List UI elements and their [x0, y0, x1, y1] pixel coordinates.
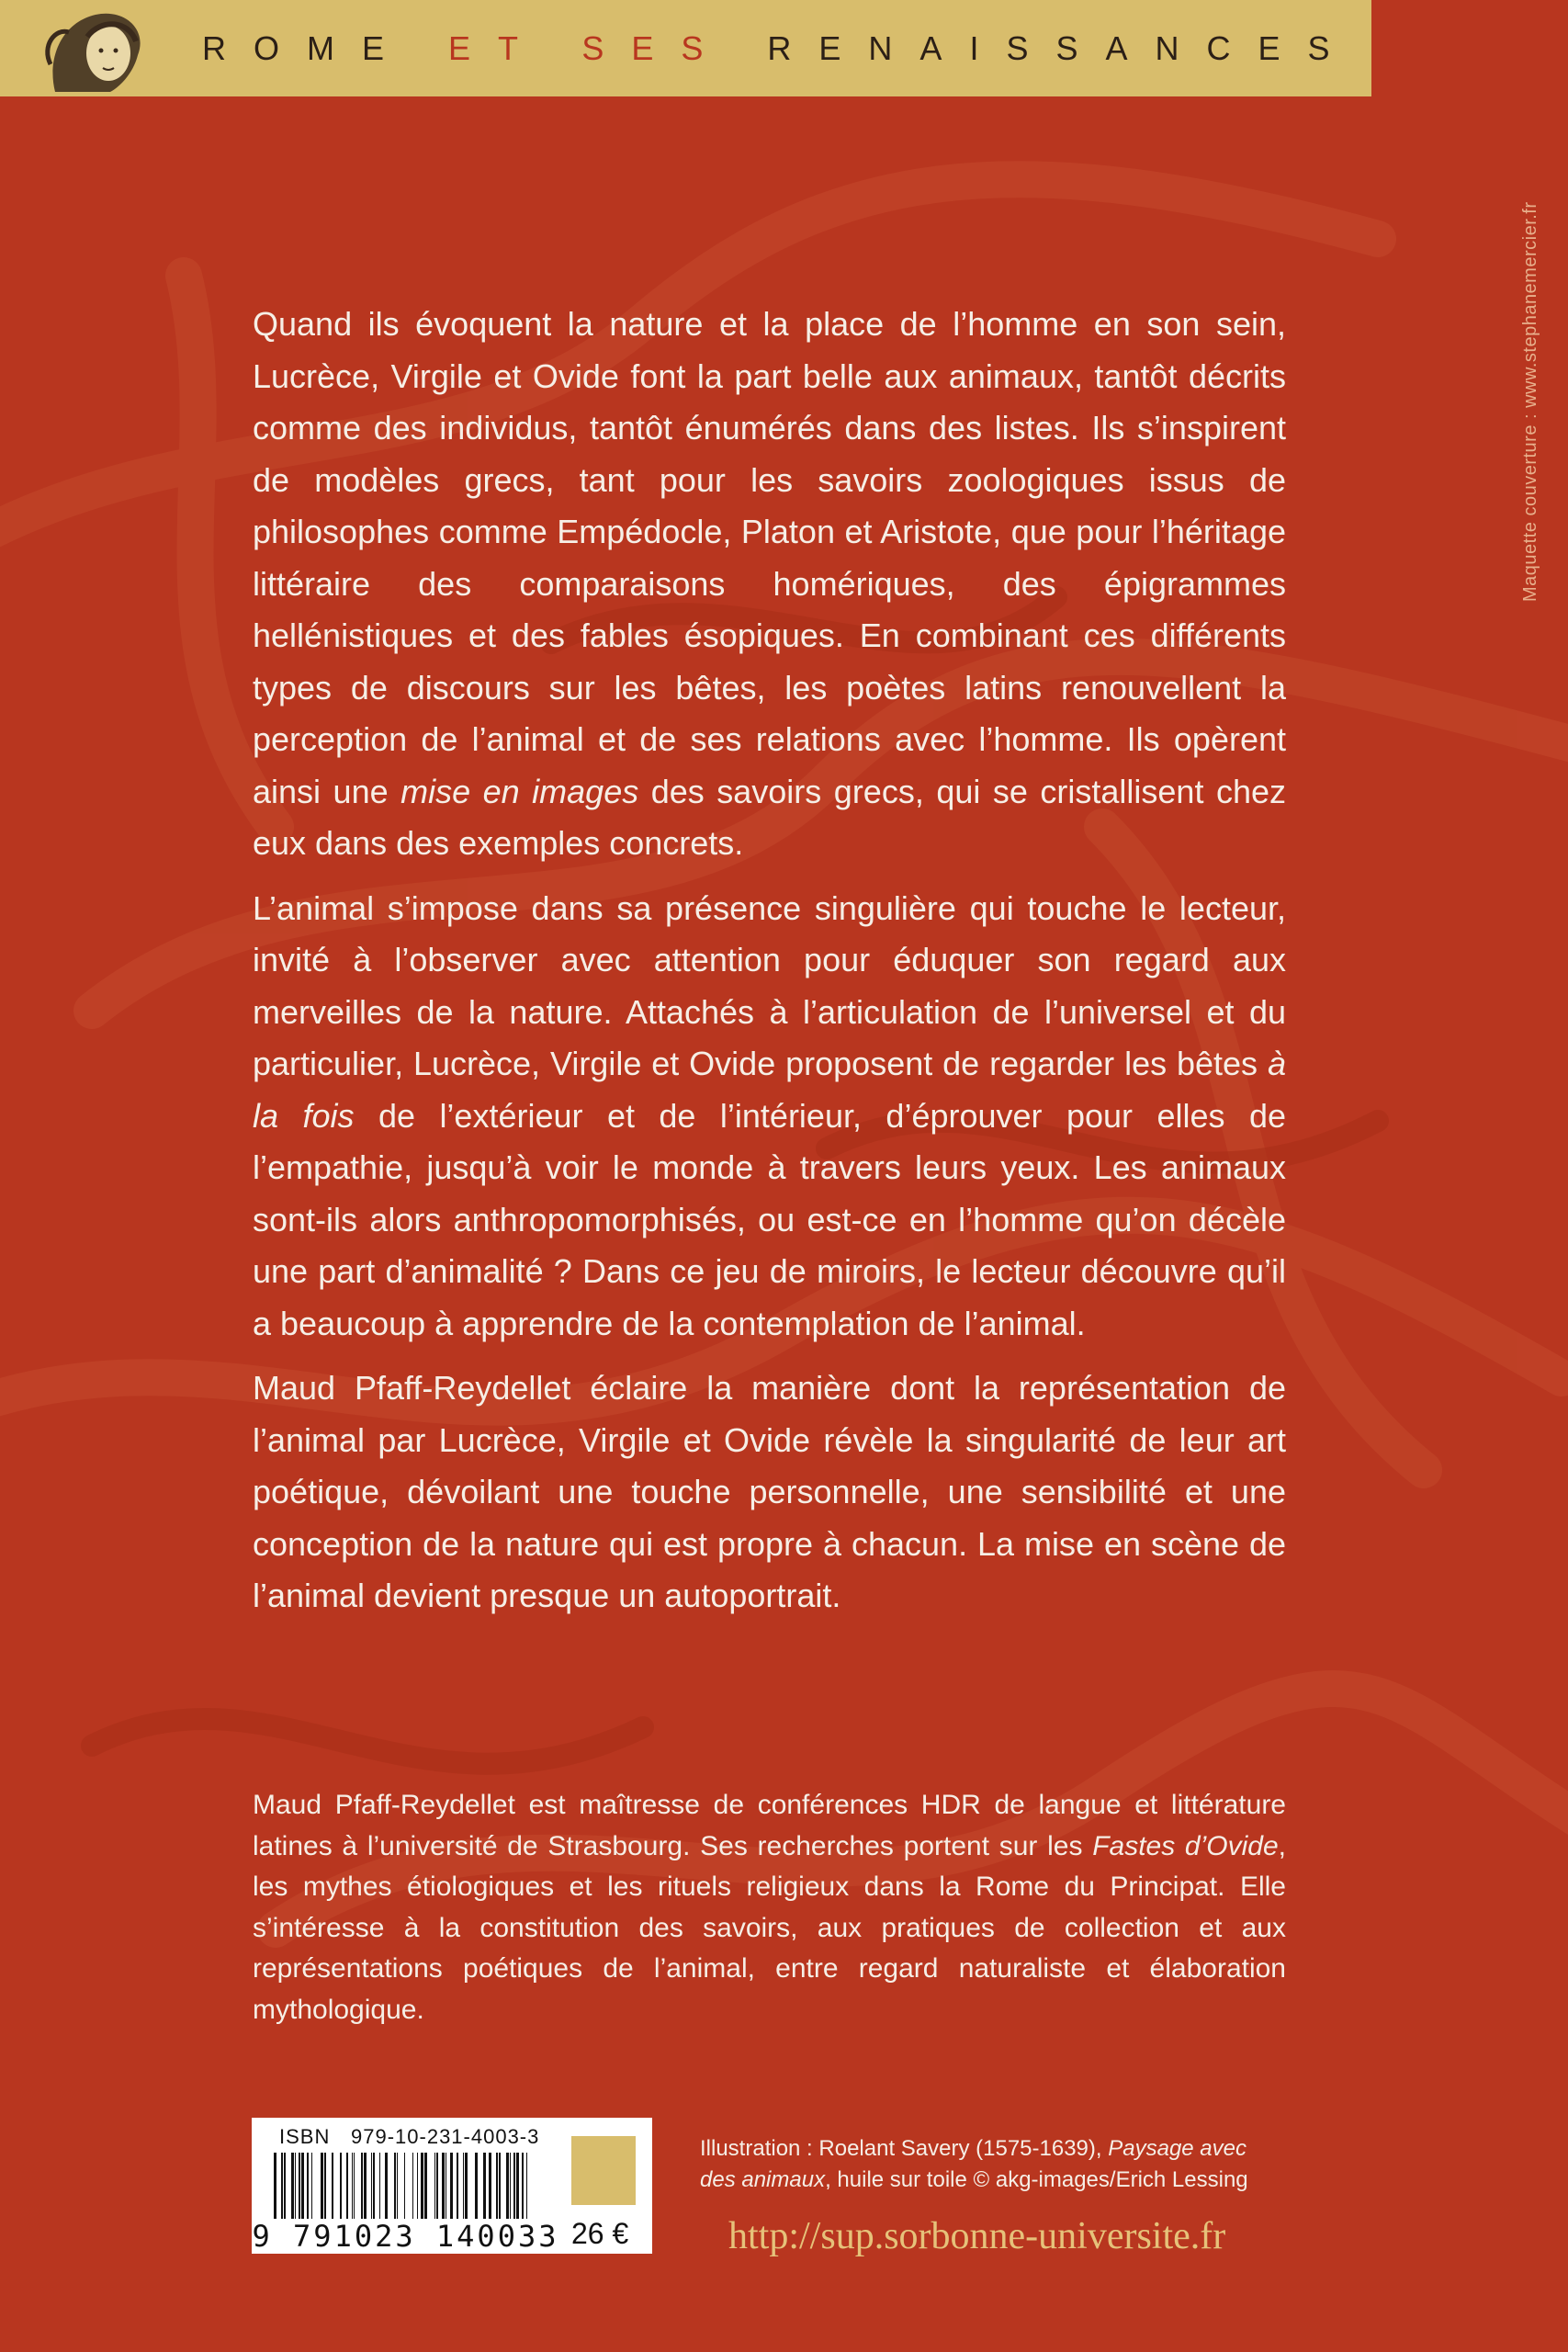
barcode-bar	[465, 2153, 468, 2219]
barcode-bar	[364, 2153, 367, 2219]
barcode-bar	[324, 2153, 326, 2219]
barcode-bar	[421, 2153, 423, 2219]
barcode-bar	[299, 2153, 300, 2219]
isbn-label: ISBN	[279, 2125, 331, 2148]
barcode-bar	[463, 2153, 464, 2219]
barcode-bar	[496, 2153, 498, 2219]
barcode-bar	[346, 2153, 348, 2219]
blurb-paragraph-1: Quand ils évoquent la nature et la place de l’homme en son sein, Lucrèce, Virgile et Ovide font la part belle aux animaux, tantôt décrits comme des individus, tantôt énumérés dans des listes. Ils s’inspirent de modèles grecs, tant pour les savoirs zoologiques issus de philosophes comme Empédocle, Platon et Aristote, que pour l’héritage littéraire des comparaisons homériques, des épigrammes hellénistiques et des fables ésopiques. En combinant ces différents types de discours sur les bêtes, les poètes latins renouvellent la perception de l’animal et de ses relations avec l’homme. Ils opèrent ainsi une mise en images des savoirs grecs, qui se cristallisent chez eux dans des exemples concrets.	[253, 305, 1286, 862]
book-blurb	[253, 299, 1286, 1635]
barcode-bar	[340, 2153, 342, 2219]
barcode-bar	[404, 2153, 405, 2219]
barcode-bar	[397, 2153, 398, 2219]
publisher-url[interactable]: http://sup.sorbonne-universite.fr	[728, 2215, 1226, 2257]
barcode-bars	[270, 2153, 546, 2219]
isbn-number: 979-10-231-4003-3	[351, 2125, 540, 2148]
isbn-barcode-box	[252, 2118, 652, 2254]
barcode-bar	[307, 2153, 309, 2219]
barcode-bar	[442, 2153, 445, 2219]
barcode-bar	[274, 2153, 276, 2219]
barcode-bar	[450, 2153, 453, 2219]
barcode-bar	[526, 2153, 527, 2219]
barcode-bar	[295, 2153, 296, 2219]
blurb-paragraph-2: L’animal s’impose dans sa présence singulière qui touche le lecteur, invité à l’observer avec attention pour éduquer son regard aux merveilles de la nature. Attachés à l’articulation de l’universel et du particulier, Lucrèce, Virgile et Ovide proposent de regarder les bêtes à la fois de l’extérieur et de l’intérieur, d’éprouver pour elles de l’empathie, jusqu’à voir le monde à travers leurs yeux. Les animaux sont-ils alors anthropomorphisés, ou est-ce en l’homme qu’on décèle une part d’animalité ? Dans ce jeu de miroirs, le lecteur découvre qu’il a beaucoup à apprendre de la contemplation de l’animal.	[253, 888, 1287, 1342]
barcode-bar	[373, 2153, 375, 2219]
barcode-bar	[371, 2153, 372, 2219]
barcode-bar	[516, 2153, 519, 2219]
barcode-bar	[499, 2153, 501, 2219]
barcode-bar	[506, 2153, 509, 2219]
barcode-bar	[379, 2153, 380, 2219]
barcode-bar	[457, 2153, 458, 2219]
series-title	[202, 26, 1358, 72]
barcode-bar	[352, 2153, 353, 2219]
barcode-digits: 9 791023 140033	[252, 2219, 559, 2254]
barcode-bar	[332, 2153, 333, 2219]
barcode-bar	[412, 2153, 413, 2219]
series-word-renaissances: RENAISSANCES	[767, 29, 1358, 67]
illustration-credit: Illustration : Roelant Savery (1575-1639), Paysage avec des animaux, huile sur toile © akg-images/Erich Lessing	[700, 2136, 1248, 2192]
barcode-bar	[321, 2153, 323, 2219]
barcode-bar	[354, 2153, 355, 2219]
barcode-bar	[475, 2153, 478, 2219]
barcode-bar	[436, 2153, 438, 2219]
price-label: 26 €	[571, 2217, 629, 2250]
barcode-bar	[522, 2153, 524, 2219]
blurb-paragraph-3: Maud Pfaff-Reydellet éclaire la manière dont la représentation de l’animal par Lucrèce, Virgile et Ovide révèle la singularité de leur art poétique, dévoilant une touche personnelle, une sensibilité et une conception de la nature qui est propre à chacun. La mise en scène de l’animal devient presque un autoportrait.	[253, 1369, 1286, 1614]
venus-head-icon	[37, 0, 165, 96]
barcode-bar	[311, 2153, 312, 2219]
barcode-bar	[510, 2153, 511, 2219]
series-header-band	[0, 0, 1371, 96]
price-swatch	[571, 2136, 636, 2205]
series-word-rome: ROME	[202, 29, 412, 67]
barcode-bar	[513, 2153, 515, 2219]
barcode-bar	[489, 2153, 491, 2219]
barcode-bar	[434, 2153, 435, 2219]
author-bio	[253, 1785, 1286, 2030]
barcode-bar	[281, 2153, 283, 2219]
series-word-et-ses: ET SES	[448, 29, 731, 67]
barcode-bar	[424, 2153, 427, 2219]
author-bio-text: Maud Pfaff-Reydellet est maîtresse de conférences HDR de langue et littérature latines à l’université de Strasbourg. Ses recherches portent sur les Fastes d’Ovide, les mythes étiologiques et les rituels religieux dans la Rome du Principat. Elle s’intéresse à la constitution des savoirs, aux pratiques de collection et aux représentations poétiques de l’animal, entre regard naturaliste et élaboration mythologique.	[253, 1790, 1286, 2025]
barcode-bar	[291, 2153, 294, 2219]
barcode-bar	[301, 2153, 304, 2219]
cover-design-credit: Maquette couverture : www.stephanemercier.fr	[1520, 201, 1540, 602]
barcode-bar	[361, 2153, 363, 2219]
barcode-bar	[483, 2153, 486, 2219]
barcode-bar	[385, 2153, 388, 2219]
barcode-bar	[417, 2153, 418, 2219]
barcode-bar	[284, 2153, 286, 2219]
barcode-bar	[394, 2153, 396, 2219]
